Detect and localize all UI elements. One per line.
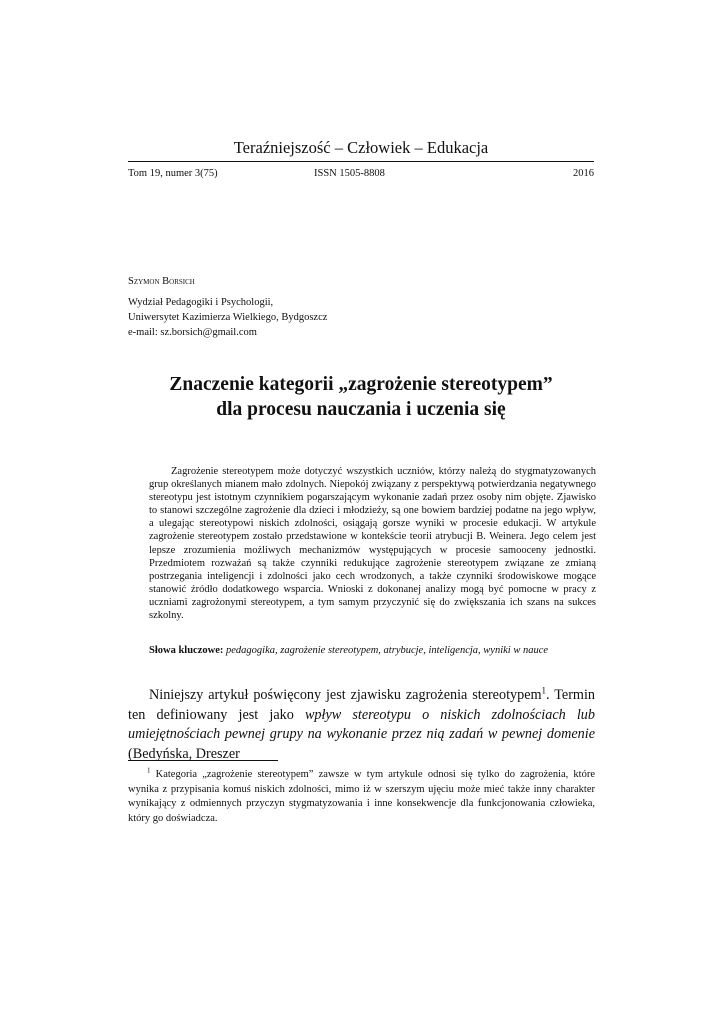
header-rule [128, 161, 594, 162]
footnote-text: Kategoria „zagrożenie stereotypem” zawsze w tym artykule odnosi się tylko do zagrożenia, które wynika z przypisania komuś niskich zdolności, mimo iż w szerszym ujęciu może mieć także inny charakter wynikający z odmiennych przyczyn stygmatyzowania i inne konsekwencje dla funkcjonowania człowieka, który go doświadcza. [128, 769, 595, 824]
keywords-text: pedagogika, zagrożenie stereotypem, atrybucje, inteligencja, wyniki w nauce [226, 645, 549, 656]
keywords [149, 644, 596, 657]
author-name: Szymon Borsich [128, 276, 195, 287]
journal-title: Teraźniejszość – Człowiek – Edukacja [233, 138, 489, 157]
issue-issn: ISSN 1505-8808 [314, 168, 385, 179]
article-title-line-2: dla procesu nauczania i uczenia się [216, 399, 506, 420]
abstract: Zagrożenie stereotypem może dotyczyć wszystkich uczniów, którzy należą do stygmatyzowanych grup określanych mianem mało zdolnych. Niepokój związany z perspektywą potwierdzania negatywnego stereotypu jest istotnym czynnikiem pogarszającym wykonanie zadań przez osoby nim objęte. Zjawisko to stanowi szczególne zagrożenie dla dzieci i młodzieży, są one bowiem bardziej podatne na jego wpływ, a ulegając stereotypowi niskich zdolności, osiągają gorsze wyniki w procesie edukacji. W artykule zagrożenie stereotypem zostało przedstawione w kontekście teorii atrybucji B. Weinera. Jego celem jest lepsze zrozumienia możliwych mechanizmów występujących w procesie samooceny jednostki. Przedmiotem rozważań są także czynniki redukujące zagrożenie stereotypem związane ze zmianą postrzegania inteligencji i zdolności jako cech wrodzonych, a także czynniki środowiskowe mogące stanowić źródło dodatkowego wsparcia. Wnioski z dokonanej analizy mogą być pomocne w pracy z uczniami zagrożonymi stereotypem, a tym samym przyczynić się do zwiększania ich szans na sukces szkolny. [149, 466, 596, 622]
footnote-number: 1 [147, 766, 151, 775]
issue-volume: Tom 19, numer 3(75) [128, 168, 218, 179]
article-title-line-1: Znaczenie kategorii „zagrożenie stereotypem” [169, 374, 553, 395]
issue-line [128, 167, 594, 181]
affiliation-line-2: Uniwersytet Kazimierza Wielkiego, Bydgoszcz [128, 312, 328, 323]
footnote-rule [128, 760, 278, 761]
body-text-part-1: Niniejszy artykuł poświęcony jest zjawisku zagrożenia stereotypem [149, 687, 542, 703]
affiliation-line-1: Wydział Pedagogiki i Psychologii, [128, 297, 274, 308]
body-paragraph [128, 686, 595, 765]
footnote-reference: 1 [541, 685, 547, 696]
body-text-part-3: (Bedyńska, Dreszer [128, 746, 240, 763]
author-affiliation [128, 295, 327, 340]
issue-year: 2016 [573, 168, 594, 179]
body-definition: wpływ stereotypu o niskich zdolnościach lub umiejętnościach pewnej grupy na wykonanie przez nią zadań w pewnej domenie [128, 706, 595, 743]
body-text-part-2: . Termin ten definiowany jest jako [128, 687, 595, 723]
footnote [128, 768, 595, 826]
article-title [128, 372, 594, 422]
author-email: e-mail: sz.borsich@gmail.com [128, 327, 257, 338]
keywords-label: Słowa kluczowe: [149, 645, 224, 656]
